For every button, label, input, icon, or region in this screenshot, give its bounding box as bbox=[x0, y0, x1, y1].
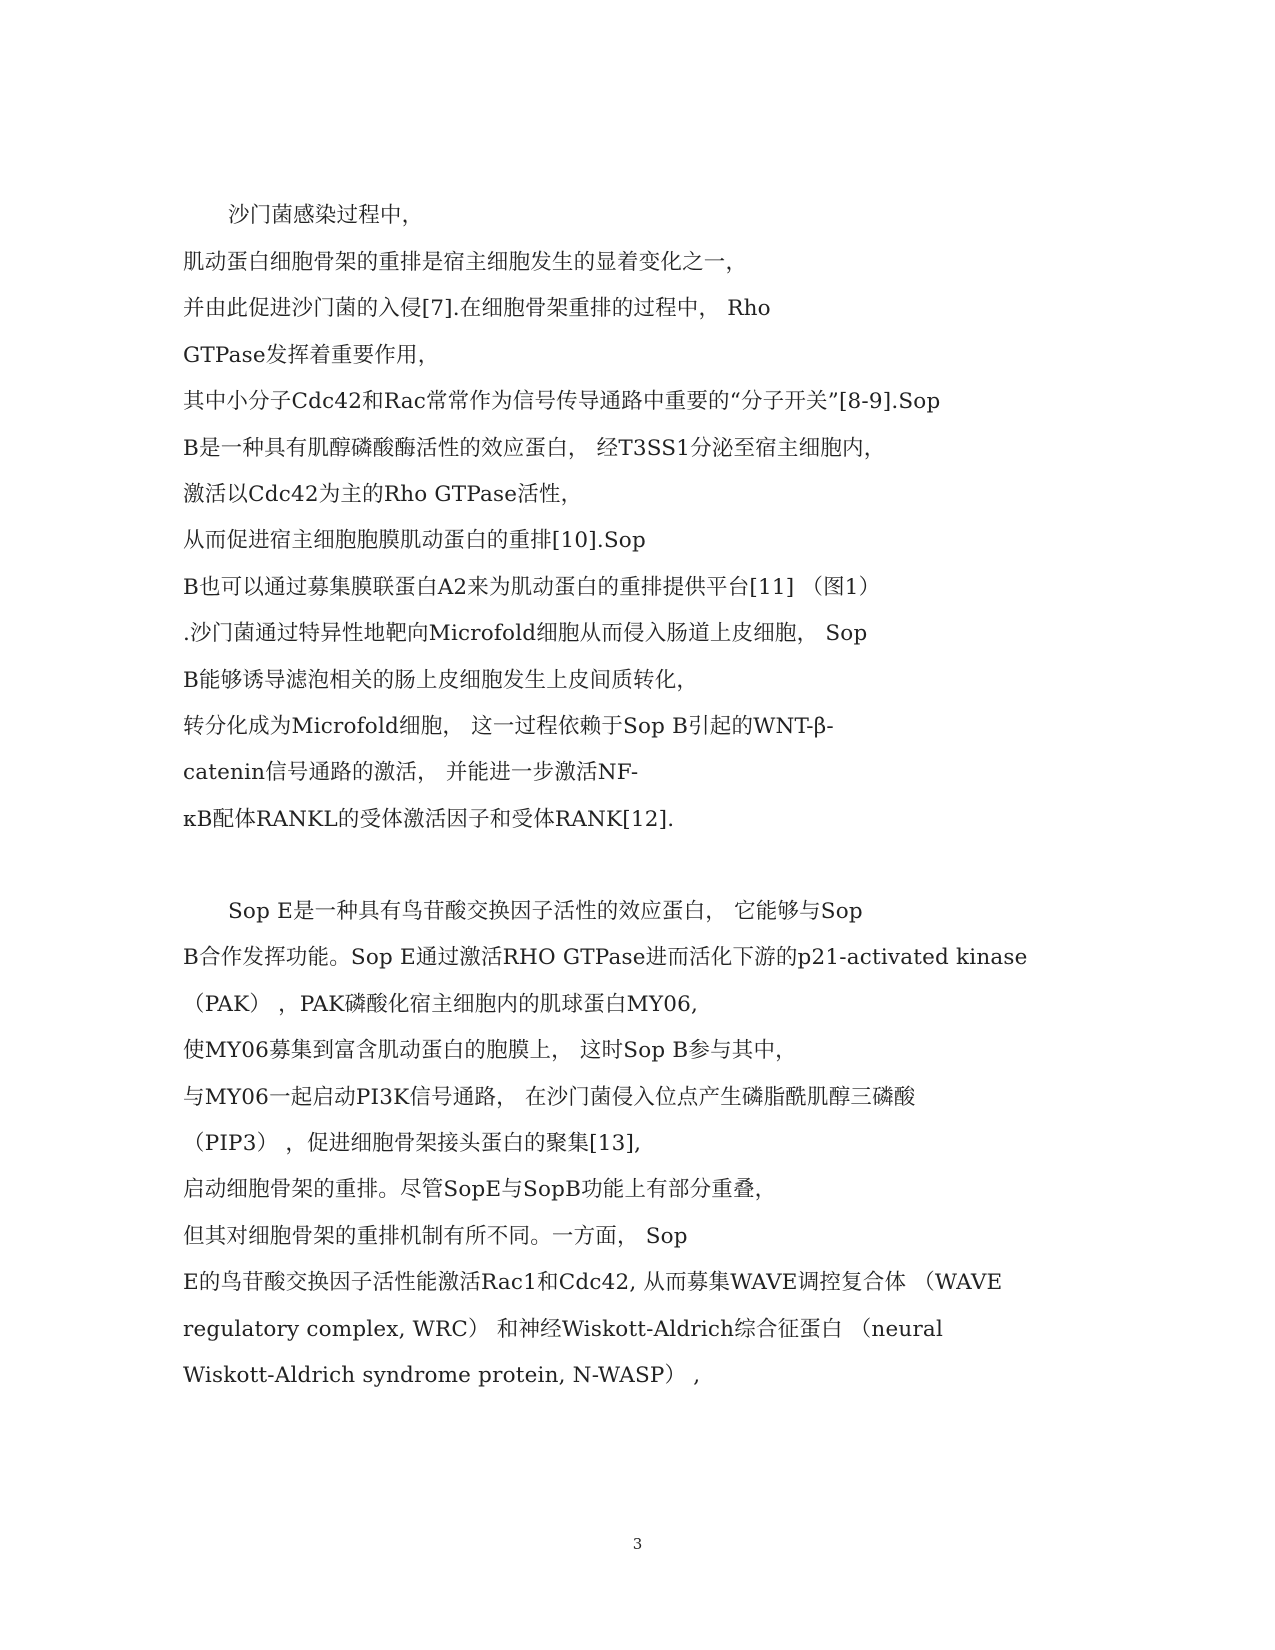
paragraph-line: （PIP3） ，促进细胞骨架接头蛋白的聚集[13], bbox=[183, 1131, 642, 1156]
paragraph-line: 但其对细胞骨架的重排机制有所不同。一方面， Sop bbox=[183, 1224, 688, 1249]
paragraph-line: B合作发挥功能。Sop E通过激活RHO GTPase进而活化下游的p21-activated kinase bbox=[183, 945, 1028, 970]
paragraph-line: 其中小分子Cdc42和Rac常常作为信号传导通路中重要的“分子开关”[8-9].Sop bbox=[183, 389, 941, 414]
paragraph-line: κB配体RANKL的受体激活因子和受体RANK[12]. bbox=[183, 807, 675, 832]
paragraph-line: B是一种具有肌醇磷酸酶活性的效应蛋白， 经T3SS1分泌至宿主细胞内， bbox=[183, 436, 886, 461]
paragraph-line: catenin信号通路的激活， 并能进一步激活NF- bbox=[183, 760, 639, 785]
paragraph-line: .沙门菌通过特异性地靶向Microfold细胞从而侵入肠道上皮细胞， Sop bbox=[183, 621, 868, 646]
paragraph-line: Wiskott-Aldrich syndrome protein, N-WASP） , bbox=[183, 1363, 701, 1388]
paragraph-line: B能够诱导滤泡相关的肠上皮细胞发生上皮间质转化， bbox=[183, 668, 699, 693]
paragraph-line: （PAK） ，PAK磷酸化宿主细胞内的肌球蛋白MY06, bbox=[183, 992, 698, 1017]
paragraph-line: 肌动蛋白细胞骨架的重排是宿主细胞发生的显着变化之一， bbox=[183, 250, 748, 275]
paragraph-line: 与MY06一起启动PI3K信号通路， 在沙门菌侵入位点产生磷脂酰肌醇三磷酸 bbox=[183, 1085, 916, 1110]
paragraph-line: 沙门菌感染过程中， bbox=[228, 203, 424, 228]
paragraph-line: 启动细胞骨架的重排。尽管SopE与SopB功能上有部分重叠， bbox=[183, 1177, 777, 1202]
paragraph-line: 激活以Cdc42为主的Rho GTPase活性， bbox=[183, 482, 583, 507]
paragraph-line: 并由此促进沙门菌的入侵[7].在细胞骨架重排的过程中， Rho bbox=[183, 296, 771, 321]
page-number: 3 bbox=[632, 1535, 643, 1553]
paragraph-line: E的鸟苷酸交换因子活性能激活Rac1和Cdc42, 从而募集WAVE调控复合体 （WAVE bbox=[183, 1270, 1003, 1295]
paragraph-line: 从而促进宿主细胞胞膜肌动蛋白的重排[10].Sop bbox=[183, 528, 646, 553]
paragraph-line: 使MY06募集到富含肌动蛋白的胞膜上， 这时Sop B参与其中， bbox=[183, 1038, 797, 1063]
paragraph-line: GTPase发挥着重要作用， bbox=[183, 343, 440, 368]
paragraph-line: Sop E是一种具有鸟苷酸交换因子活性的效应蛋白， 它能够与Sop bbox=[228, 899, 863, 924]
paragraph-line: regulatory complex, WRC） 和神经Wiskott-Aldrich综合征蛋白 （neural bbox=[183, 1317, 944, 1342]
paragraph-line: B也可以通过募集膜联蛋白A2来为肌动蛋白的重排提供平台[11] （图1） bbox=[183, 575, 881, 600]
paragraph-line: 转分化成为Microfold细胞， 这一过程依赖于Sop B引起的WNT-β- bbox=[183, 714, 834, 739]
